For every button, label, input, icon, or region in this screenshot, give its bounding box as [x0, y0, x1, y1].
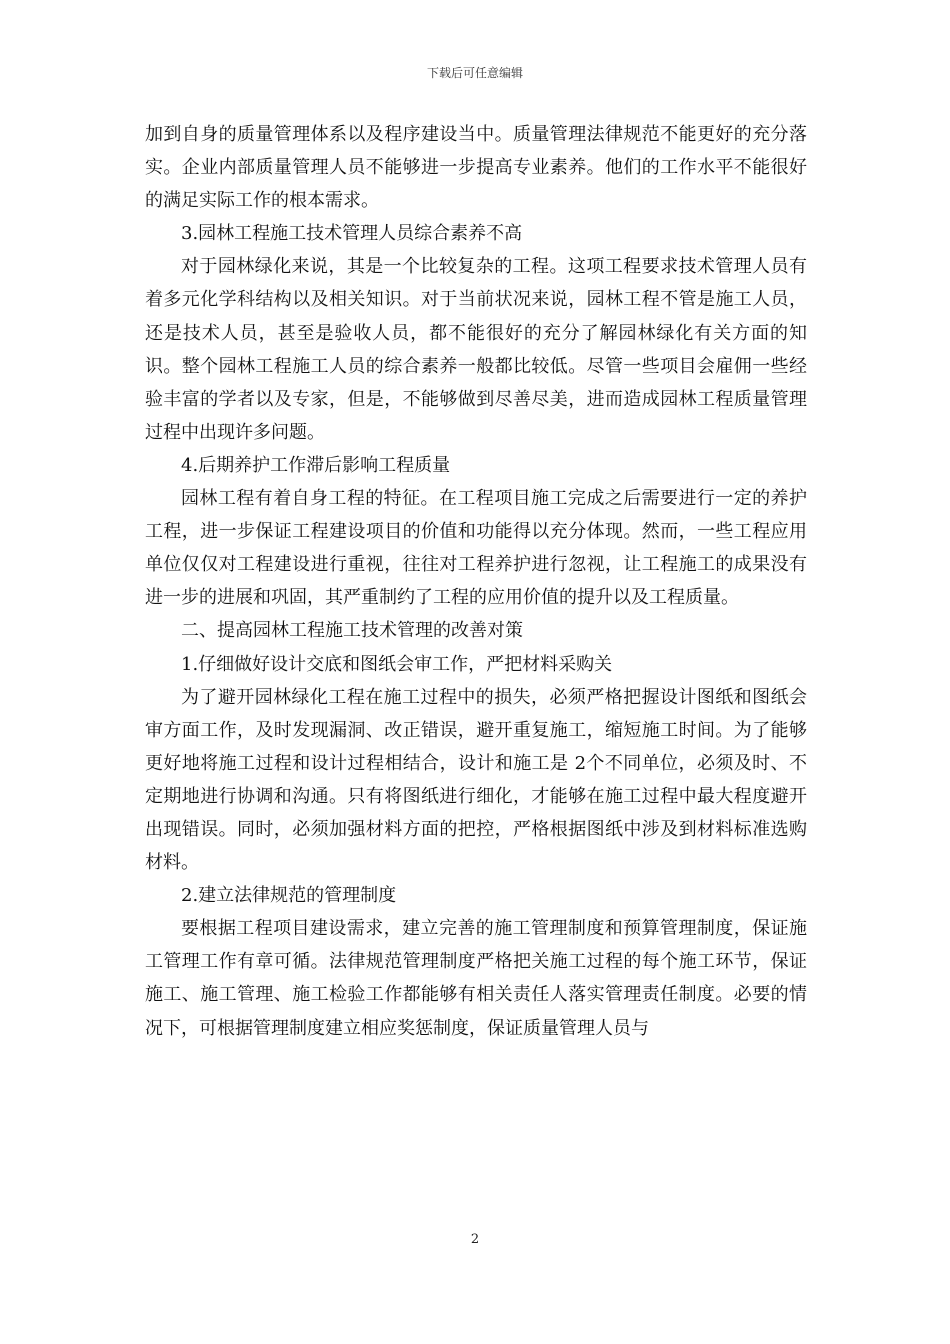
- paragraph: 对于园林绿化来说，其是一个比较复杂的工程。这项工程要求技术管理人员有着多元化学科结构以及相关知识。对于当前状况来说，园林工程不管是施工人员，还是技术人员，甚至是验收人员，都不能很好的充分了解园林绿化有关方面的知识。整个园林工程施工人员的综合素养一般都比较低。尽管一些项目会雇佣一些经验丰富的学者以及专家，但是，不能够做到尽善尽美，进而造成园林工程质量管理过程中出现许多问题。: [145, 256, 807, 443]
- section-heading-2: 2.建立法律规范的管理制度: [181, 885, 397, 907]
- section-heading-3: 3.园林工程施工技术管理人员综合素养不高: [181, 223, 523, 245]
- paragraph-continuation: 加到自身的质量管理体系以及程序建设当中。质量管理法律规范不能更好的充分落实。企业内部质量管理人员不能够进一步提高专业素养。他们的工作水平不能很好的满足实际工作的根本需求。: [145, 124, 807, 212]
- section-heading-4: 4.后期养护工作滞后影响工程质量: [181, 454, 451, 476]
- paragraph: 为了避开园林绿化工程在施工过程中的损失，必须严格把握设计图纸和图纸会审方面工作，及时发现漏洞、改正错误，避开重复施工，缩短施工时间。为了能够更好地将施工过程和设计过程相结合，设计和施工是 2个不同单位，必须及时、不定期地进行协调和沟通。只有将图纸进行细化，才能够在施工过程中最大程度避开出现错误。同时，必须加强材料方面的把控，严格根据图纸中涉及到材料标准选购材料。: [145, 686, 807, 874]
- document-body: [145, 118, 807, 1045]
- section-heading-1: 1.仔细做好设计交底和图纸会审工作，严把材料采购关: [181, 653, 613, 675]
- paragraph: 要根据工程项目建设需求，建立完善的施工管理制度和预算管理制度，保证施工管理工作有章可循。法律规范管理制度严格把关施工过程的每个施工环节，保证施工、施工管理、施工检验工作都能够有相关责任人落实管理责任制度。必要的情况下，可根据管理制度建立相应奖惩制度，保证质量管理人员与: [145, 918, 807, 1039]
- page-number: 2: [470, 1232, 480, 1247]
- paragraph: 园林工程有着自身工程的特征。在工程项目施工完成之后需要进行一定的养护工程，进一步保证工程建设项目的价值和功能得以充分体现。然而，一些工程应用单位仅仅对工程建设进行重视，往往对工程养护进行忽视，让工程施工的成果没有进一步的进展和巩固，其严重制约了工程的应用价值的提升以及工程质量。: [145, 488, 807, 609]
- page-header: 下载后可任意编辑: [426, 66, 523, 80]
- chapter-heading-2: 二、提高园林工程施工技术管理的改善对策: [181, 620, 523, 642]
